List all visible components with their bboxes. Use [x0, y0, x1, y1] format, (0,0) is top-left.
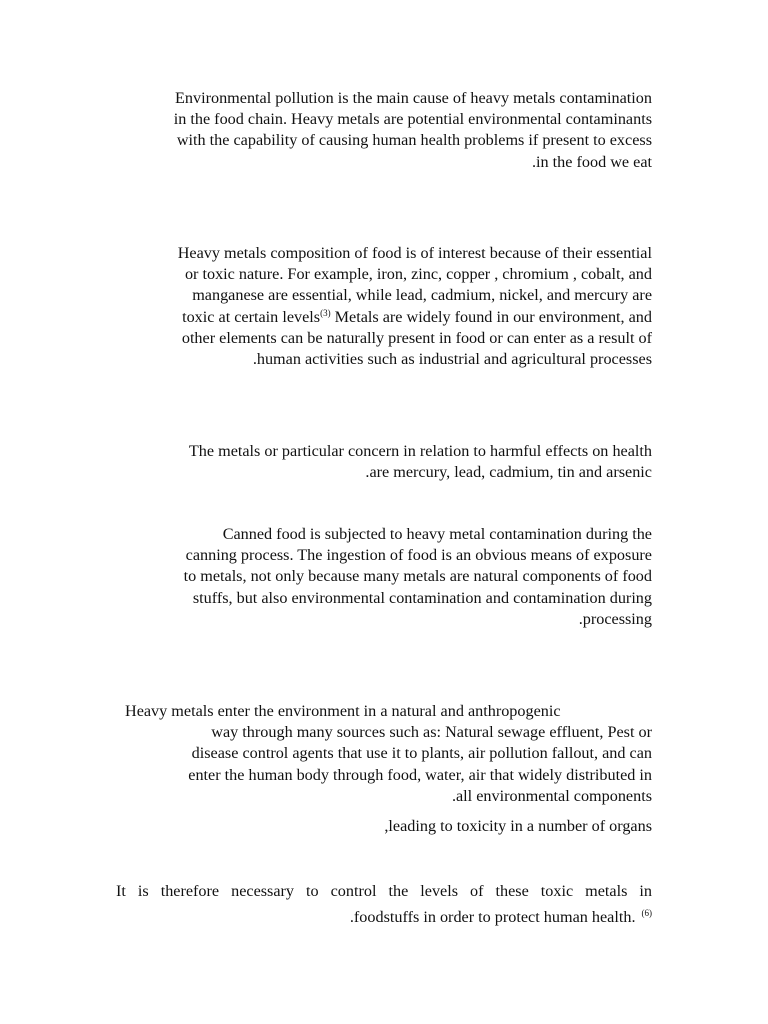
text-line: Heavy metals composition of food is of interest because of their essential	[177, 244, 652, 262]
paragraph-environment-entry	[116, 701, 652, 807]
text-line: .all environmental components	[451, 786, 652, 805]
text-line	[116, 307, 652, 328]
text-line: It is therefore necessary to control the levels of these toxic metals in	[116, 882, 652, 900]
text-line: .are mercury, lead, cadmium, tin and arsenic	[365, 463, 652, 482]
text-line: The metals or particular concern in relation to harmful effects on health	[188, 442, 652, 460]
text-segment: Metals are widely found in our environment, and	[330, 307, 652, 326]
text-line: or toxic nature. For example, iron, zinc, copper , chromium , cobalt, and	[184, 265, 652, 284]
text-line: ,leading to toxicity in a number of organs	[384, 817, 652, 835]
citation-reference: (6)	[641, 908, 652, 918]
text-line: Canned food is subjected to heavy metal contamination during the	[222, 525, 652, 543]
paragraph-canned-food	[116, 524, 652, 630]
text-line: Environmental pollution is the main cause of heavy metals contamination	[175, 89, 652, 107]
paragraph-toxicity	[116, 816, 652, 837]
paragraph-pollution	[116, 88, 652, 173]
text-line: to metals, not only because many metals are natural components of food	[183, 567, 652, 586]
text-line: Heavy metals enter the environment in a natural and anthropogenic	[125, 702, 561, 720]
text-line: canning process. The ingestion of food is an obvious means of exposure	[185, 546, 652, 565]
text-line: manganese are essential, while lead, cadmium, nickel, and mercury are	[192, 286, 652, 305]
paragraph-metals-concern	[116, 441, 652, 483]
text-line: with the capability of causing human health problems if present to excess	[176, 131, 652, 150]
citation-reference: (3)	[320, 307, 331, 318]
text-line: stuffs, but also environmental contamination and contamination during	[192, 588, 652, 607]
text-line	[116, 904, 652, 930]
text-segment: .foodstuffs in order to protect human health.	[349, 908, 636, 926]
text-line: in the food chain. Heavy metals are potential environmental contaminants	[173, 110, 652, 129]
text-line: .human activities such as industrial and agricultural processes	[252, 350, 652, 369]
text-segment: toxic at certain levels	[182, 307, 321, 326]
text-line: other elements can be naturally present in food or can enter as a result of	[181, 328, 652, 347]
paragraph-composition	[116, 243, 652, 370]
text-line: way through many sources such as: Natural sewage effluent, Pest or	[211, 723, 652, 742]
text-line: enter the human body through food, water, air that widely distributed in	[188, 765, 652, 784]
text-line: disease control agents that use it to plants, air pollution fallout, and can	[191, 744, 652, 763]
paragraph-conclusion	[116, 878, 652, 930]
text-line: .processing	[578, 609, 652, 628]
text-line: .in the food we eat	[531, 152, 652, 171]
